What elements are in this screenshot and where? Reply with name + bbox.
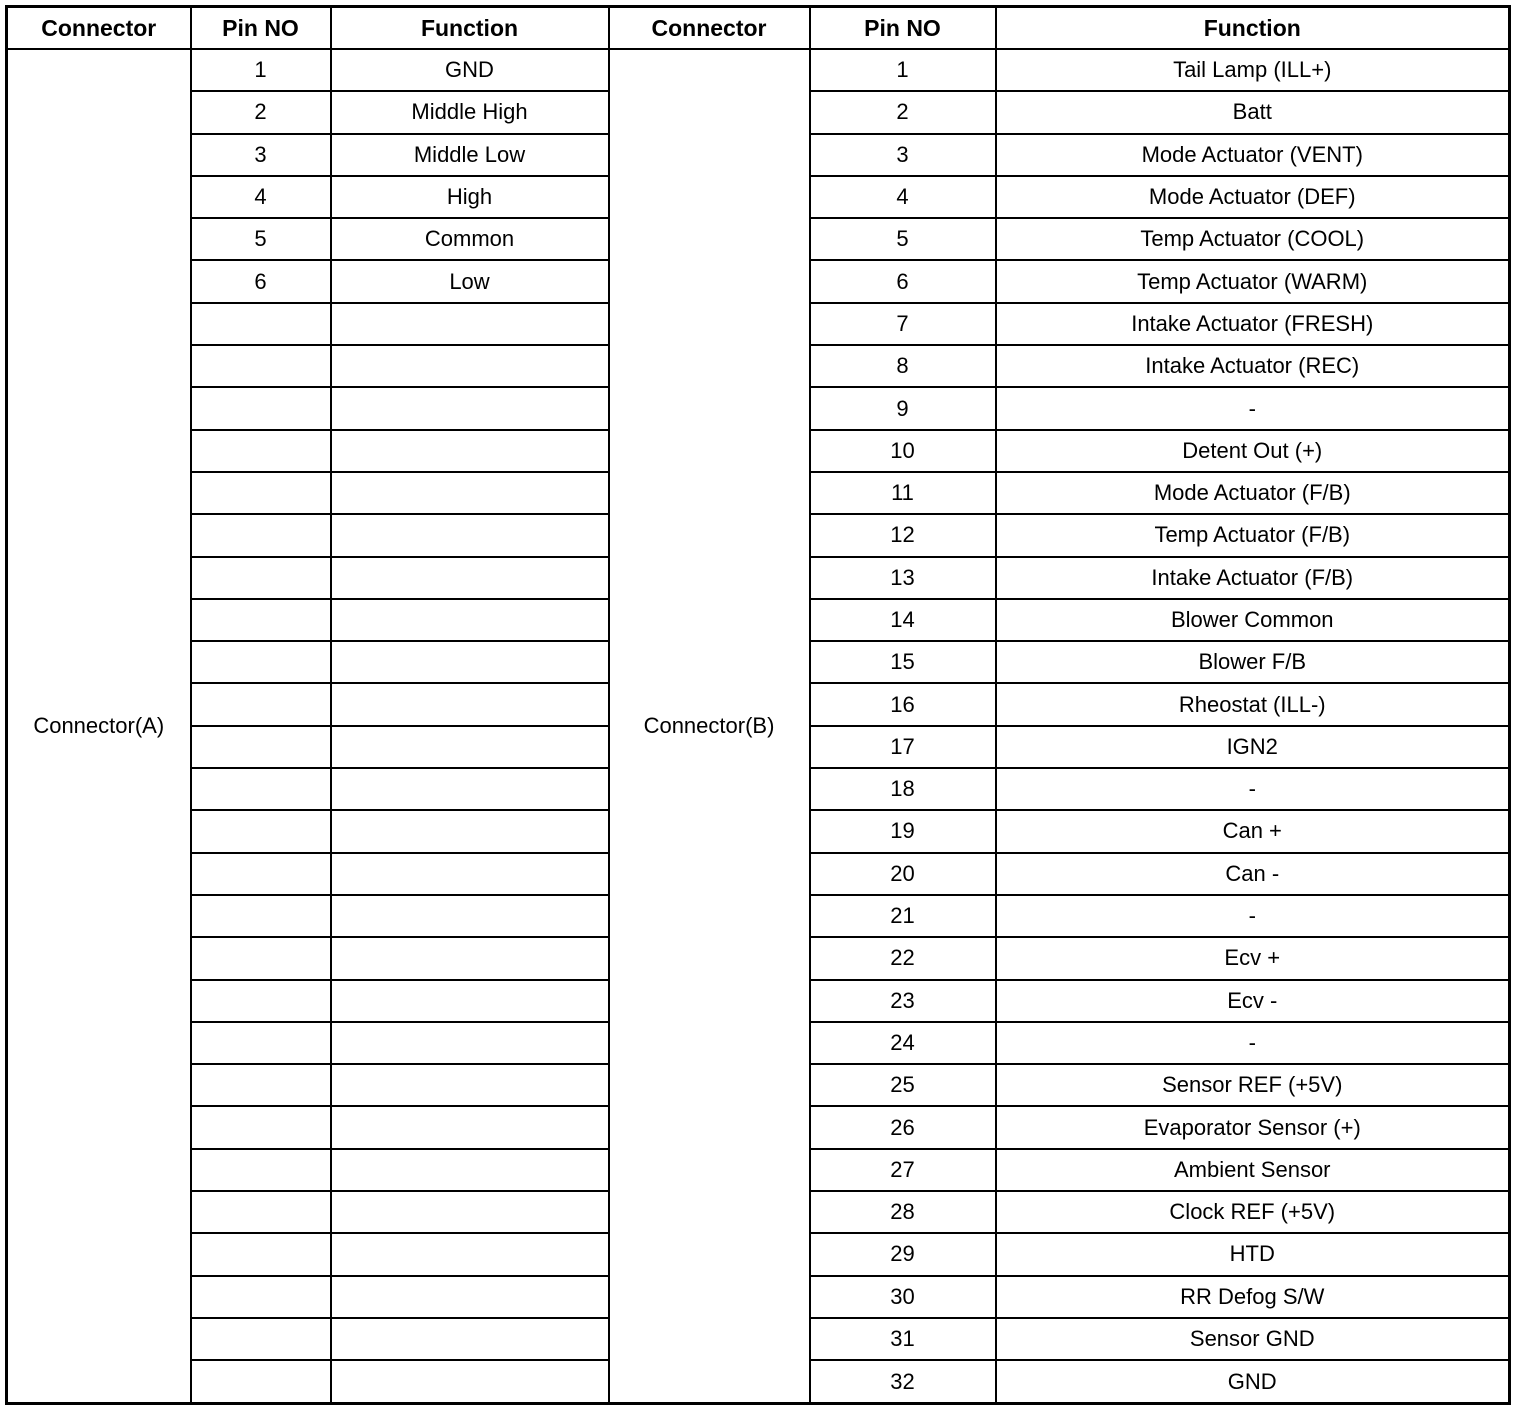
- connector-a-pin: [191, 726, 331, 768]
- connector-b-pin: 7: [810, 303, 996, 345]
- connector-b-pin: 3: [810, 134, 996, 176]
- connector-a-function: GND: [331, 49, 609, 91]
- header-row: [7, 7, 1510, 50]
- connector-b-function: Temp Actuator (F/B): [996, 514, 1510, 556]
- connector-b-pin: 15: [810, 641, 996, 683]
- connector-a-function: [331, 514, 609, 556]
- connector-a-pin: [191, 853, 331, 895]
- connector-a-function: [331, 472, 609, 514]
- connector-a-function: [331, 980, 609, 1022]
- connector-b-pin: 24: [810, 1022, 996, 1064]
- connector-a-function: [331, 895, 609, 937]
- connector-a-pin: [191, 1022, 331, 1064]
- connector-b-pin: 4: [810, 176, 996, 218]
- connector-b-function: Blower Common: [996, 599, 1510, 641]
- connector-a-pin: [191, 599, 331, 641]
- connector-a-pin: [191, 345, 331, 387]
- connector-a-function: Common: [331, 218, 609, 260]
- connector-b-function: Can -: [996, 853, 1510, 895]
- connector-b-function: Ambient Sensor: [996, 1149, 1510, 1191]
- connector-b-function: Sensor GND: [996, 1318, 1510, 1360]
- connector-b-function: HTD: [996, 1233, 1510, 1275]
- connector-b-pin: 31: [810, 1318, 996, 1360]
- connector-b-pin: 9: [810, 387, 996, 429]
- connector-b-function: Mode Actuator (DEF): [996, 176, 1510, 218]
- connector-a-pin: [191, 810, 331, 852]
- connector-a-function: [331, 726, 609, 768]
- connector-b-pin: 8: [810, 345, 996, 387]
- connector-b-pin: 32: [810, 1360, 996, 1403]
- connector-a-pin: [191, 1233, 331, 1275]
- connector-b-function: Temp Actuator (WARM): [996, 260, 1510, 302]
- connector-a-pin: [191, 303, 331, 345]
- connector-b-function: Clock REF (+5V): [996, 1191, 1510, 1233]
- connector-b-function: RR Defog S/W: [996, 1276, 1510, 1318]
- connector-b-function: Can +: [996, 810, 1510, 852]
- connector-a-pin: [191, 1106, 331, 1148]
- connector-a-pin: [191, 641, 331, 683]
- connector-b-pin: 21: [810, 895, 996, 937]
- connector-a-function: [331, 599, 609, 641]
- connector-b-function: Batt: [996, 91, 1510, 133]
- connector-a-function: [331, 768, 609, 810]
- connector-a-function: [331, 1149, 609, 1191]
- connector-a-function: [331, 1106, 609, 1148]
- connector-b-label: Connector(B): [609, 49, 810, 1404]
- connector-a-label: Connector(A): [7, 49, 191, 1404]
- connector-b-function: Detent Out (+): [996, 430, 1510, 472]
- table-row: [7, 49, 1510, 91]
- connector-b-function: Intake Actuator (REC): [996, 345, 1510, 387]
- connector-a-function: [331, 1064, 609, 1106]
- connector-b-function: Rheostat (ILL-): [996, 683, 1510, 725]
- connector-b-pin: 2: [810, 91, 996, 133]
- connector-b-pin: 28: [810, 1191, 996, 1233]
- connector-b-pin: 12: [810, 514, 996, 556]
- connector-a-pin: [191, 937, 331, 979]
- connector-a-pin: 3: [191, 134, 331, 176]
- connector-a-function: [331, 1318, 609, 1360]
- connector-b-function: Blower F/B: [996, 641, 1510, 683]
- connector-b-function: IGN2: [996, 726, 1510, 768]
- connector-b-function: Intake Actuator (FRESH): [996, 303, 1510, 345]
- connector-b-pin: 29: [810, 1233, 996, 1275]
- connector-a-function: [331, 557, 609, 599]
- connector-a-function: [331, 937, 609, 979]
- connector-a-function: [331, 387, 609, 429]
- connector-b-pin: 10: [810, 430, 996, 472]
- connector-a-pin: [191, 1360, 331, 1403]
- connector-a-function: Middle High: [331, 91, 609, 133]
- connector-a-pin: 2: [191, 91, 331, 133]
- connector-a-pin: [191, 514, 331, 556]
- connector-a-pin: 4: [191, 176, 331, 218]
- connector-b-pin: 18: [810, 768, 996, 810]
- connector-b-function: Mode Actuator (F/B): [996, 472, 1510, 514]
- header-connector-b: Connector: [609, 7, 810, 50]
- connector-a-function: [331, 810, 609, 852]
- connector-b-function: -: [996, 387, 1510, 429]
- connector-b-function: Mode Actuator (VENT): [996, 134, 1510, 176]
- connector-a-function: [331, 430, 609, 472]
- connector-a-pin: [191, 430, 331, 472]
- connector-b-pin: 26: [810, 1106, 996, 1148]
- connector-b-pin: 19: [810, 810, 996, 852]
- connector-a-pin: 6: [191, 260, 331, 302]
- connector-a-function: High: [331, 176, 609, 218]
- connector-a-function: [331, 853, 609, 895]
- connector-b-function: -: [996, 768, 1510, 810]
- connector-a-function: Middle Low: [331, 134, 609, 176]
- connector-b-pin: 13: [810, 557, 996, 599]
- connector-b-function: Tail Lamp (ILL+): [996, 49, 1510, 91]
- connector-b-pin: 1: [810, 49, 996, 91]
- table-body: [7, 49, 1510, 1404]
- connector-b-function: Intake Actuator (F/B): [996, 557, 1510, 599]
- connector-b-pin: 5: [810, 218, 996, 260]
- connector-b-pin: 11: [810, 472, 996, 514]
- header-pin-b: Pin NO: [810, 7, 996, 50]
- connector-a-function: [331, 1191, 609, 1233]
- header-function-b: Function: [996, 7, 1510, 50]
- connector-b-pin: 6: [810, 260, 996, 302]
- connector-a-function: [331, 345, 609, 387]
- connector-b-pin: 30: [810, 1276, 996, 1318]
- connector-a-function: [331, 1022, 609, 1064]
- connector-b-function: Temp Actuator (COOL): [996, 218, 1510, 260]
- connector-b-function: Ecv -: [996, 980, 1510, 1022]
- connector-a-pin: [191, 472, 331, 514]
- connector-a-pin: [191, 683, 331, 725]
- connector-b-pin: 20: [810, 853, 996, 895]
- header-function-a: Function: [331, 7, 609, 50]
- connector-a-pin: 1: [191, 49, 331, 91]
- connector-b-function: Ecv +: [996, 937, 1510, 979]
- connector-a-pin: [191, 768, 331, 810]
- connector-b-function: -: [996, 1022, 1510, 1064]
- connector-b-function: Evaporator Sensor (+): [996, 1106, 1510, 1148]
- connector-a-pin: [191, 895, 331, 937]
- connector-a-function: [331, 683, 609, 725]
- connector-a-pin: [191, 1276, 331, 1318]
- connector-a-pin: [191, 1064, 331, 1106]
- connector-pin-table: [5, 5, 1511, 1405]
- connector-b-pin: 16: [810, 683, 996, 725]
- connector-b-pin: 27: [810, 1149, 996, 1191]
- header-pin-a: Pin NO: [191, 7, 331, 50]
- connector-a-pin: 5: [191, 218, 331, 260]
- connector-a-pin: [191, 557, 331, 599]
- connector-a-pin: [191, 387, 331, 429]
- connector-b-pin: 25: [810, 1064, 996, 1106]
- connector-a-pin: [191, 1191, 331, 1233]
- connector-b-pin: 14: [810, 599, 996, 641]
- connector-b-pin: 17: [810, 726, 996, 768]
- connector-b-function: -: [996, 895, 1510, 937]
- connector-b-function: Sensor REF (+5V): [996, 1064, 1510, 1106]
- header-connector-a: Connector: [7, 7, 191, 50]
- connector-a-pin: [191, 1149, 331, 1191]
- connector-b-pin: 23: [810, 980, 996, 1022]
- connector-a-function: [331, 1360, 609, 1403]
- connector-a-function: [331, 303, 609, 345]
- connector-b-pin: 22: [810, 937, 996, 979]
- connector-a-pin: [191, 1318, 331, 1360]
- connector-b-function: GND: [996, 1360, 1510, 1403]
- connector-a-function: [331, 1276, 609, 1318]
- connector-a-pin: [191, 980, 331, 1022]
- connector-a-function: [331, 1233, 609, 1275]
- connector-a-function: Low: [331, 260, 609, 302]
- connector-a-function: [331, 641, 609, 683]
